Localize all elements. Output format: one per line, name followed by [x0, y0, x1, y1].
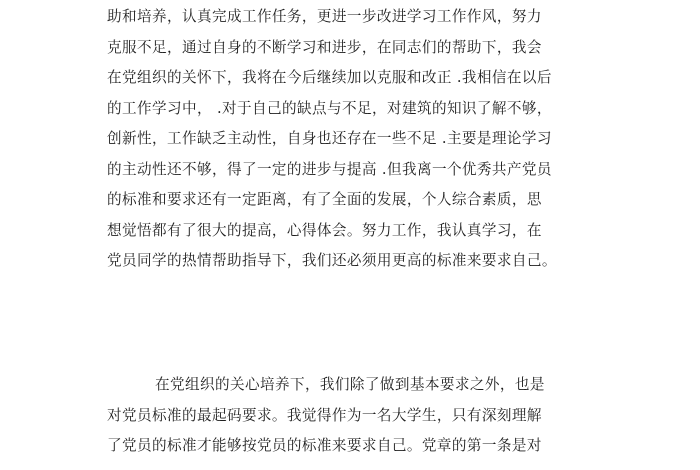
paragraph-line: 在党组织的关怀下，我将在今后继续加以克服和改正 .我相信在以后 [107, 69, 552, 86]
paragraph-line: 对党员标准的最起码要求。我觉得作为一名大学生，只有深刻理解 [107, 406, 542, 424]
paragraph-line: 助和培养，认真完成工作任务，更进一步改进学习工作作风，努力 [107, 8, 542, 25]
paragraph-line: 的工作学习中， .对于自己的缺点与不足，对建筑的知识了解不够， [107, 99, 552, 117]
paragraph-line: 在党组织的关心培养下，我们除了做到基本要求之外，也是 [155, 376, 545, 393]
paragraph-2 [107, 370, 583, 462]
paragraph-1 [107, 2, 583, 277]
paragraph-line: 的标准和要求还有一定距离，有了全面的发展，个人综合素质，思 [107, 191, 542, 208]
paragraph-line: 想觉悟都有了很大的提高，心得体会。努力工作，我认真学习，在 [107, 221, 542, 239]
paragraph-line: 了党员的标准才能够按党员的标准来要求自己。党章的第一条是对 [107, 437, 542, 454]
paragraph-line: 党员同学的热情帮助指导下，我们还必须用更高的标准来要求自己。 [107, 252, 557, 269]
paragraph-line: 的主动性还不够，得了一定的进步与提高 .但我离一个优秀共产党员 [107, 160, 552, 178]
paragraph-line: 创新性，工作缺乏主动性，自身也还存在一些不足 .主要是理论学习 [107, 130, 552, 147]
paragraph-line: 克服不足，通过自身的不断学习和进步，在同志们的帮助下，我会 [107, 38, 542, 56]
